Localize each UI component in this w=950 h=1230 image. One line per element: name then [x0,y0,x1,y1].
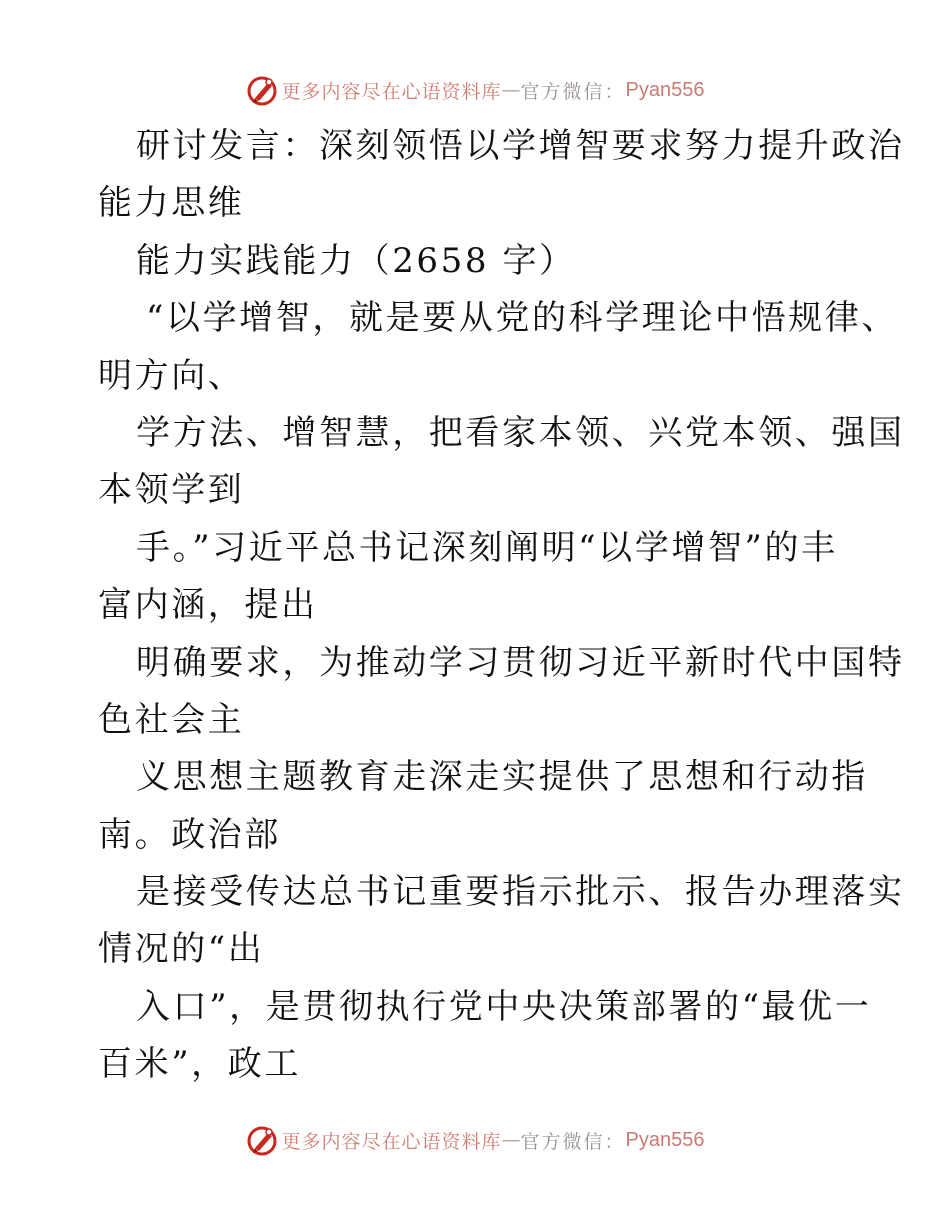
document-title-line-3: 能力实践能力（2658 字） [136,240,576,281]
paragraph-line: 学方法、增智慧，把看家本领、兴党本领、强国 [136,412,905,453]
document-title-line-2: 能力思维 [98,183,245,224]
paragraph-line: 明方向、 [98,355,245,396]
banner-dash: — [501,79,521,101]
paragraph-line: 情况的“出 [98,929,265,970]
paragraph-line: 义思想主题教育走深走实提供了思想和行动指 [136,757,868,798]
pen-logo-icon [246,1124,278,1156]
footer-watermark-banner [0,1120,950,1160]
banner-wechat-label: 官方微信： [520,1130,626,1153]
paragraph-line: 百米”，政工 [98,1044,301,1085]
banner-site-text: 更多内容尽在心语资料库 [281,1130,502,1153]
banner-wechat-id: Pyan556 [625,78,705,101]
banner-wechat-label: 官方微信： [520,80,626,103]
header-watermark-banner [0,70,950,110]
banner-site-text: 更多内容尽在心语资料库 [281,80,502,103]
paragraph-line: 入口”，是贯彻执行党中央决策部署的“最优一 [136,986,872,1027]
document-title-line-1: 研讨发言：深刻领悟以学增智要求努力提升政治 [136,126,905,166]
paragraph-line: 手。”习近平总书记深刻阐明“以学增智”的丰 [136,527,838,568]
paragraph-line: 本领学到 [98,470,245,511]
paragraph-line: 是接受传达总书记重要指示批示、报告办理落实 [136,872,905,913]
document-body [98,118,905,1094]
banner-dash: — [501,1129,521,1151]
pen-logo-icon [246,74,278,106]
banner-wechat-id: Pyan556 [625,1128,705,1151]
paragraph-line: 明确要求，为推动学习贯彻习近平新时代中国特 [136,642,905,683]
paragraph-line: 南。政治部 [98,814,281,855]
paragraph-line: “以学增智，就是要从党的科学理论中悟规律、 [146,298,898,339]
paragraph-line: 色社会主 [98,699,245,740]
paragraph-line: 富内涵，提出 [98,585,318,626]
